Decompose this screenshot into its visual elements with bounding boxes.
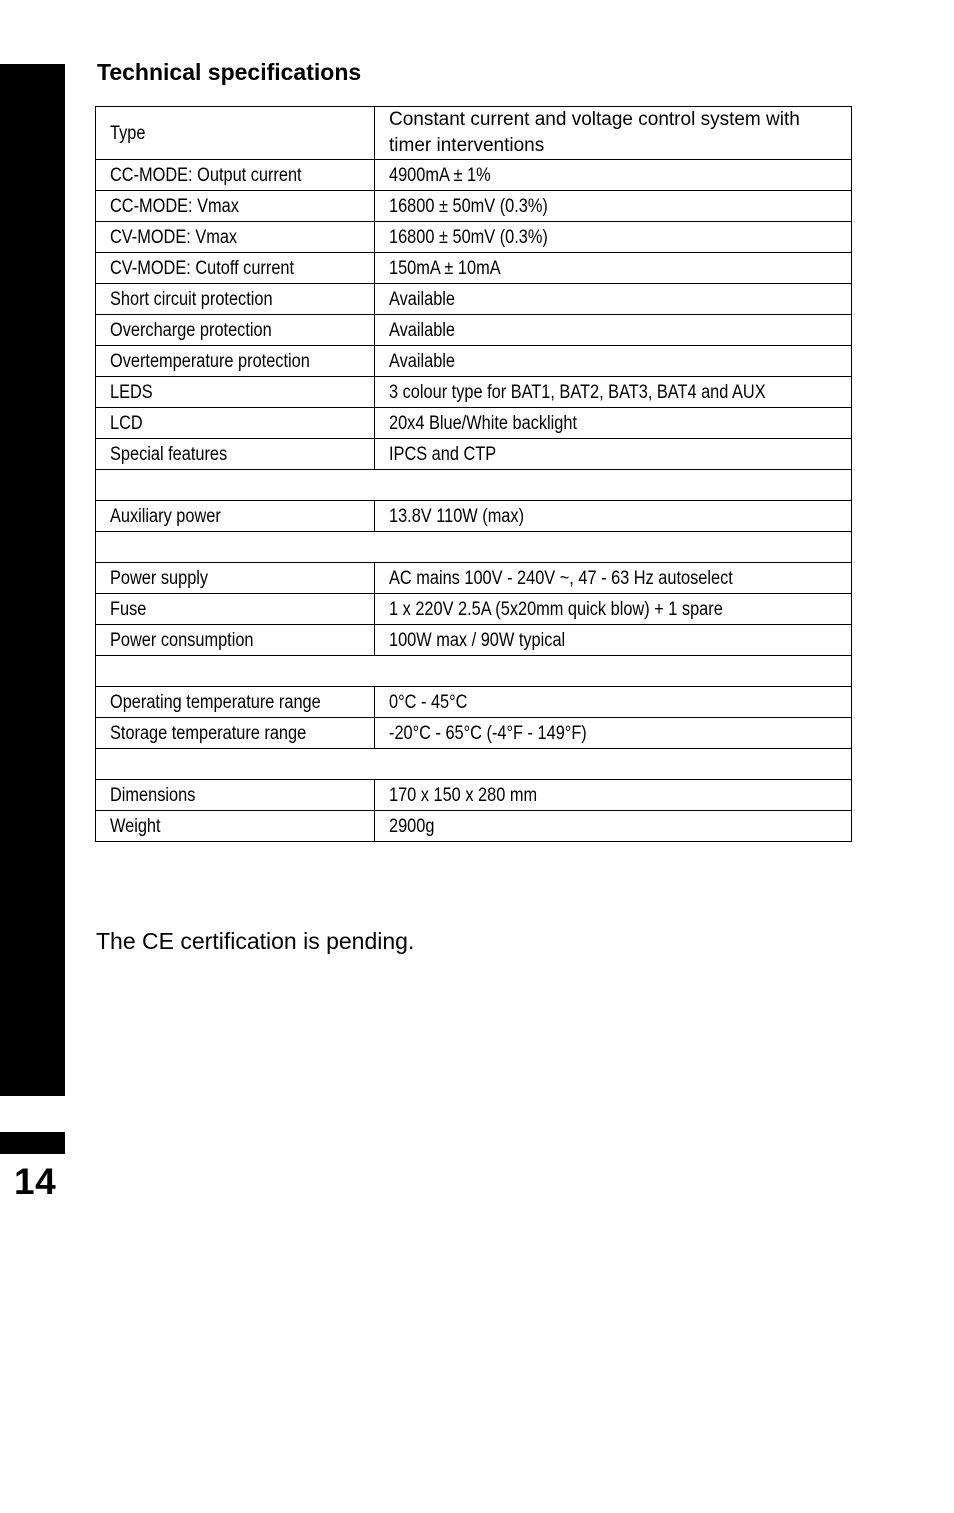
spacer-cell [96,532,852,563]
table-row [96,191,852,222]
table-row [96,501,852,532]
spec-value: 0°C - 45°C [375,687,852,718]
spec-value: IPCS and CTP [375,439,852,470]
table-row [96,408,852,439]
table-row [96,687,852,718]
spec-label: Fuse [96,594,375,625]
spec-value: 2900g [375,811,852,842]
spec-label: Storage temperature range [96,718,375,749]
table-spacer-row [96,656,852,687]
spec-label: Overcharge protection [96,315,375,346]
spec-value: AC mains 100V - 240V ~, 47 - 63 Hz autoselect [375,563,852,594]
spec-label: Weight [96,811,375,842]
spec-label: Operating temperature range [96,687,375,718]
spec-value: Available [375,346,852,377]
spec-label: LCD [96,408,375,439]
table-row [96,718,852,749]
table-row [96,439,852,470]
ce-certification-note: The CE certification is pending. [96,928,415,954]
spec-value: 150mA ± 10mA [375,253,852,284]
spec-label: Short circuit protection [96,284,375,315]
spec-value: 16800 ± 50mV (0.3%) [375,222,852,253]
page-number-tab [0,1132,65,1154]
spec-label: Overtemperature protection [96,346,375,377]
table-row [96,780,852,811]
table-row [96,563,852,594]
spec-value: 100W max / 90W typical [375,625,852,656]
table-row [96,377,852,408]
spec-value: -20°C - 65°C (-4°F - 149°F) [375,718,852,749]
spacer-cell [96,470,852,501]
spec-value: 20x4 Blue/White backlight [375,408,852,439]
spec-label: Special features [96,439,375,470]
table-row [96,284,852,315]
spec-label: LEDS [96,377,375,408]
spec-label: Type [96,107,375,160]
table-spacer-row [96,749,852,780]
table-spacer-row [96,532,852,563]
spec-label: CC-MODE: Output current [96,160,375,191]
page-number: 14 [14,1161,57,1202]
spacer-cell [96,656,852,687]
spec-value: 170 x 150 x 280 mm [375,780,852,811]
table-spacer-row [96,470,852,501]
spec-value: 1 x 220V 2.5A (5x20mm quick blow) + 1 spare [375,594,852,625]
spec-label: CV-MODE: Cutoff current [96,253,375,284]
spec-label: Power consumption [96,625,375,656]
spec-label: CV-MODE: Vmax [96,222,375,253]
table-row [96,160,852,191]
spec-label: CC-MODE: Vmax [96,191,375,222]
spec-label: Dimensions [96,780,375,811]
spec-value: Constant current and voltage control system with timer interventions [375,107,852,160]
side-tab-bar [0,64,65,1096]
table-row [96,253,852,284]
section-title: Technical specifications [97,59,362,85]
table-row [96,346,852,377]
table-row [96,315,852,346]
spec-value: Available [375,315,852,346]
spec-label: Auxiliary power [96,501,375,532]
spec-value: 16800 ± 50mV (0.3%) [375,191,852,222]
spec-value: 4900mA ± 1% [375,160,852,191]
specifications-table [95,106,852,842]
table-row [96,811,852,842]
table-row [96,625,852,656]
spacer-cell [96,749,852,780]
table-row [96,594,852,625]
table-row [96,222,852,253]
spec-label: Power supply [96,563,375,594]
spec-value: 3 colour type for BAT1, BAT2, BAT3, BAT4 and AUX [375,377,852,408]
spec-value: 13.8V 110W (max) [375,501,852,532]
spec-value: Available [375,284,852,315]
table-row [96,107,852,160]
